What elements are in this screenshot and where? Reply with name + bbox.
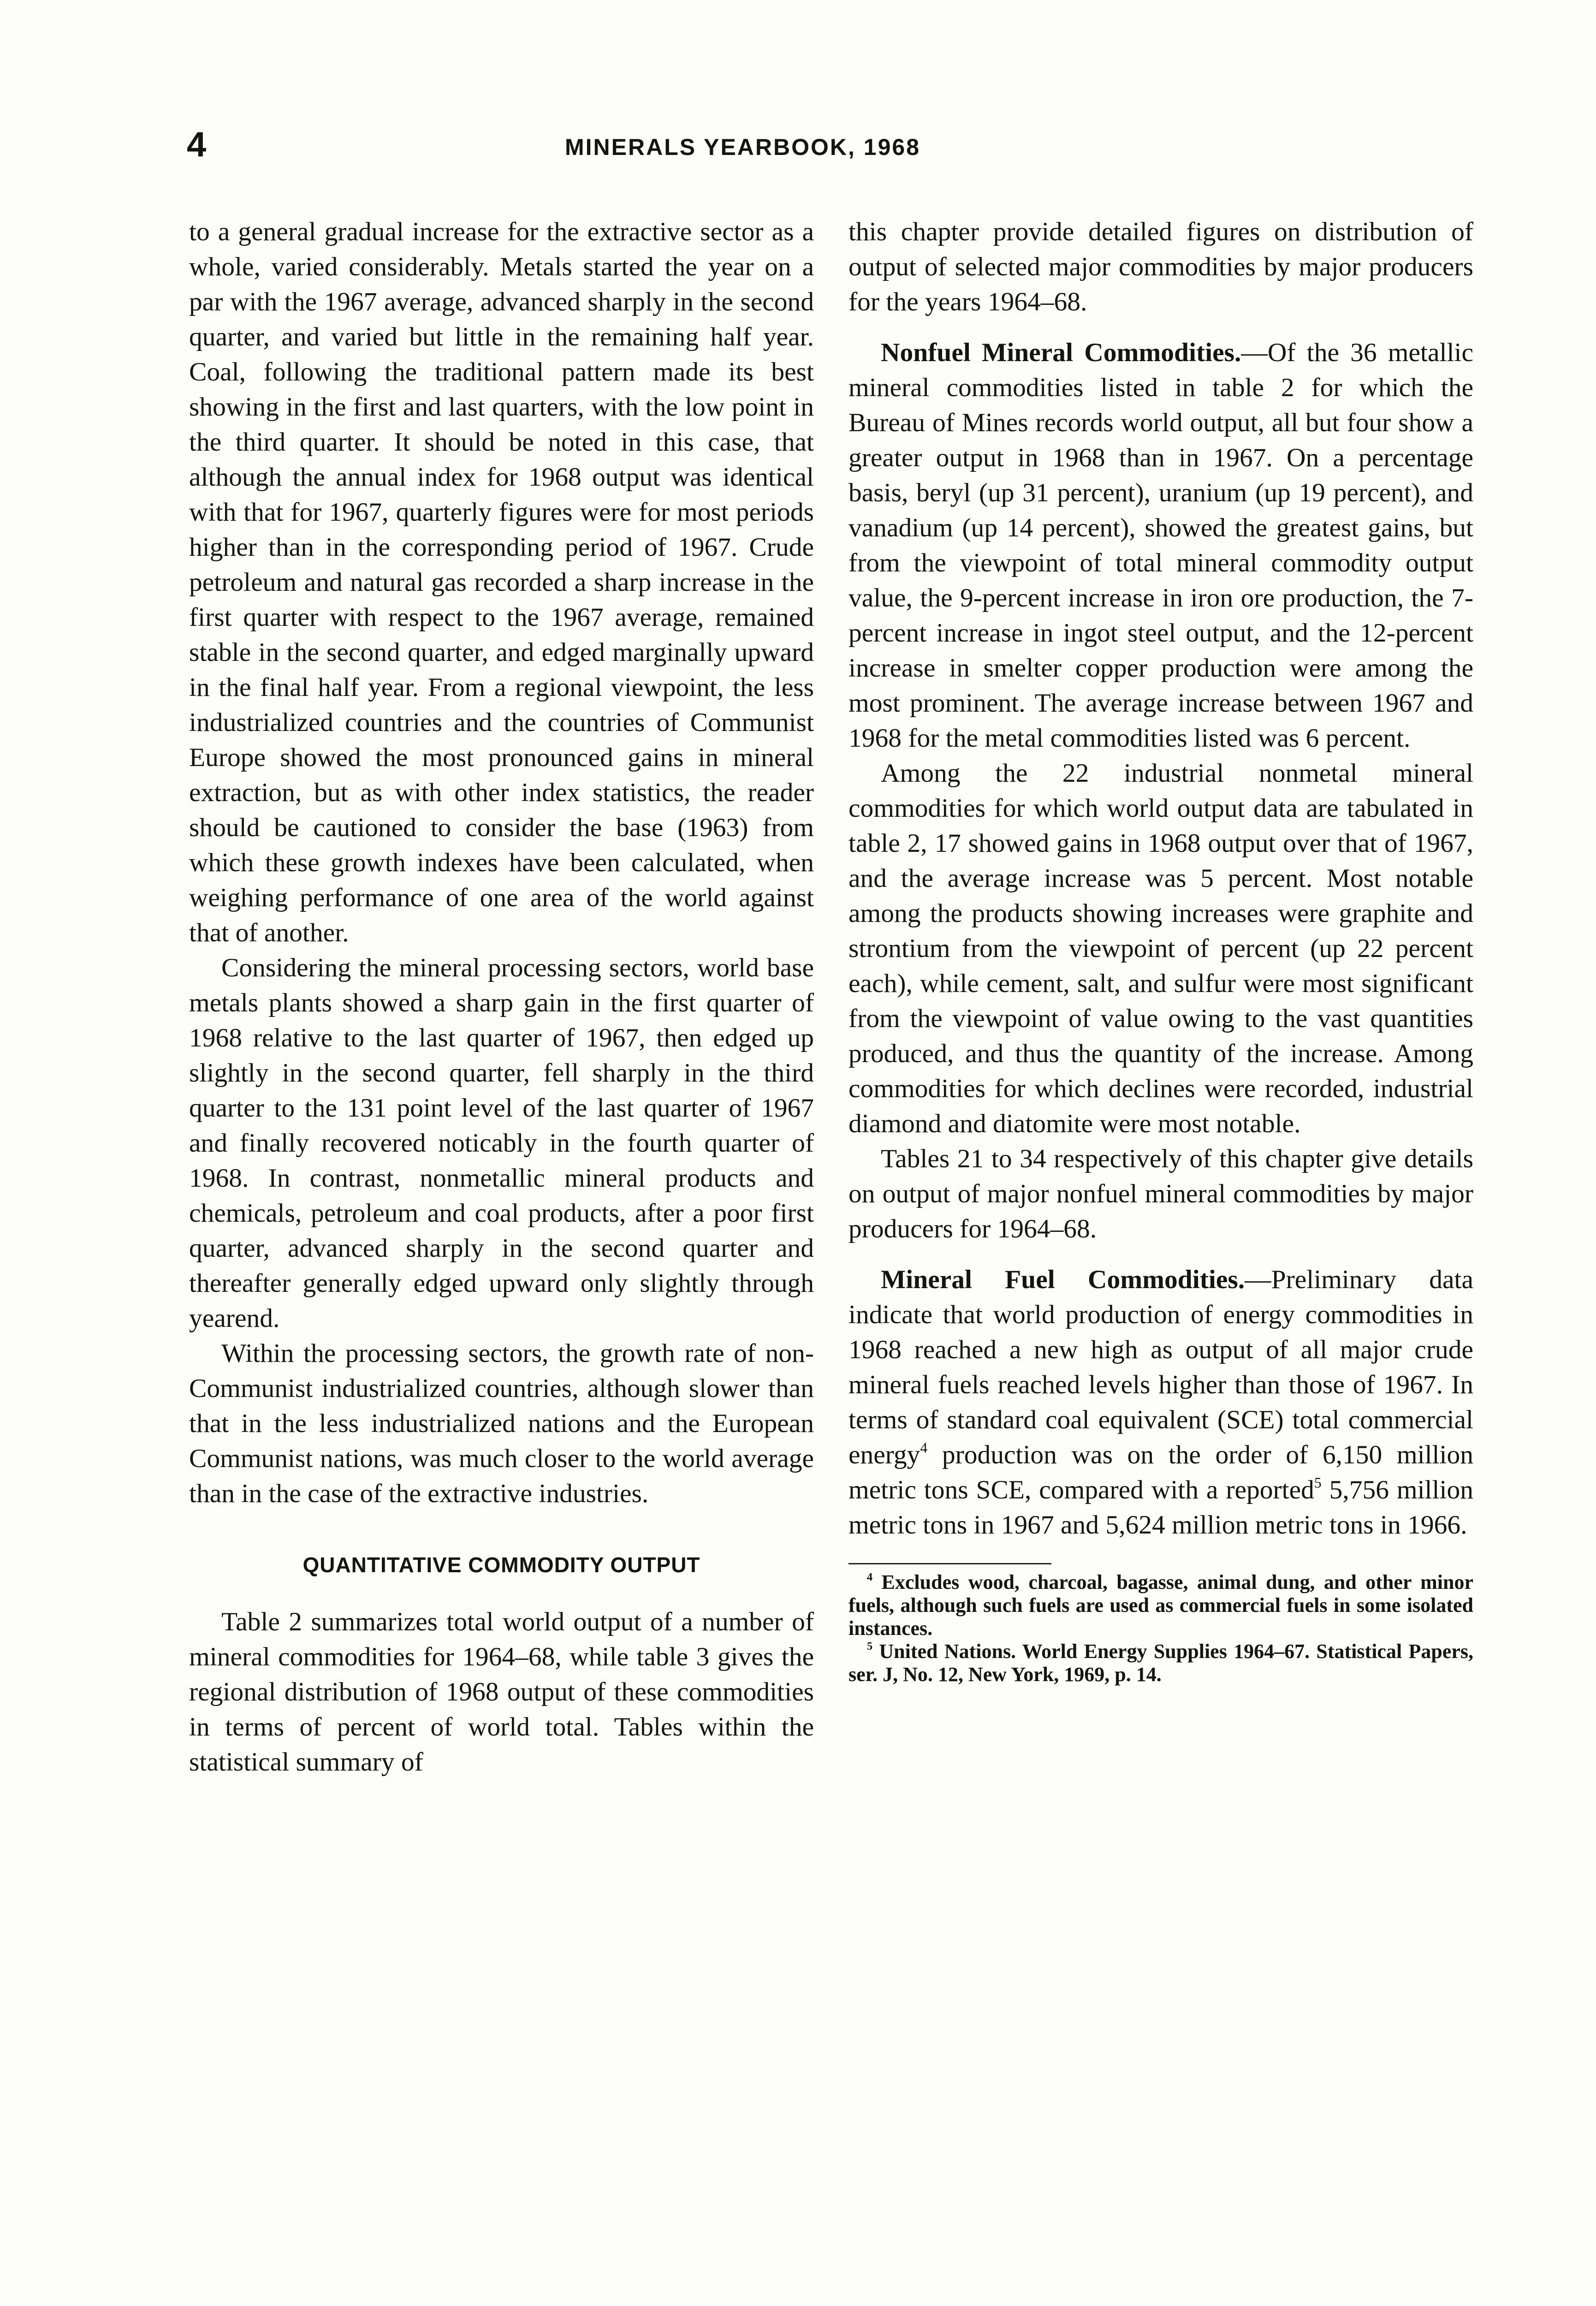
fuel-paragraph [848, 1262, 1473, 1543]
page-number: 4 [187, 125, 207, 164]
body-paragraph: this chapter provide detailed figures on distribution of output of selected major commodities by major producers for the years 1964–68. [848, 217, 1473, 316]
nonfuel-text: —Of the 36 metallic mineral commodities listed in table 2 for which the Bureau of Mines records world output, all but four show a greater output in 1968 than in 1967. On a percentage basis, beryl (up 31 percent), uranium (up 19 percent), and vanadium (up 14 percent), showed the greatest gains, but from the viewpoint of total mineral commodity output value, the 9-percent increase in iron ore production, the 7-percent increase in ingot steel output, and the 12-percent increase in smelter copper production were among the most prominent. The average increase between 1967 and 1968 for the metal commodities listed was 6 percent. [848, 338, 1473, 753]
section-heading: QUANTITATIVE COMMODITY OUTPUT [303, 1553, 700, 1577]
footnote-ref-5: 5 [1314, 1474, 1322, 1491]
footnote-ref-4: 4 [920, 1439, 928, 1456]
body-paragraph: to a general gradual increase for the extractive sector as a whole, varied considerably. Metals started the year on a par with the 1967 average, advanced sharply in the second quarter, and varied but little in the remaining half year. Coal, following the traditional pattern made its best showing in the first and last quarters, with the low point in the third quarter. It should be noted in this case, that although the annual index for 1968 output was identical with that for 1967, quarterly figures were for most periods higher than in the corresponding period of 1967. Crude petroleum and natural gas recorded a sharp increase in the first quarter with respect to the 1967 average, remained stable in the second quarter, and edged marginally upward in the final half year. From a regional viewpoint, the less industrialized countries and the countries of Communist Europe showed the most pronounced gains in mineral extraction, but as with other index statistics, the reader should be cautioned to consider the base (1963) from which these growth indexes have been calculated, when weighing performance of one area of the world against that of another. [189, 217, 814, 947]
footnote-marker: 4 [867, 1570, 873, 1583]
page-header [187, 115, 1409, 171]
fuel-text-3: 5,756 million metric tons in 1967 and 5,624 million metric tons in 1966. [848, 1475, 1473, 1539]
footnote-text: Excludes wood, charcoal, bagasse, animal dung, and other minor fuels, although such fuels are used as commercial fuels in some isolated instances. [848, 1571, 1473, 1640]
run-in-heading-nonfuel: Nonfuel Mineral Commodities. [881, 338, 1241, 367]
footnote-marker: 5 [867, 1640, 873, 1652]
left-column [189, 214, 814, 1780]
running-title: MINERALS YEARBOOK, 1968 [565, 134, 921, 160]
footnote-divider [848, 1563, 1051, 1564]
right-column [848, 214, 1473, 1686]
nonfuel-paragraph [848, 335, 1473, 756]
body-paragraph: Among the 22 industrial nonmetal mineral commodities for which world output data are tabulated in table 2, 17 showed gains in 1968 output over that of 1967, and the average increase was 5 percent. Most notable among the products showing increases were graphite and strontium from the viewpoint of percent (up 22 percent each), while cement, salt, and sulfur were most significant from the viewpoint of value owing to the vast quantities produced, and thus the quantity of the increase. Among commodities for which declines were recorded, industrial diamond and diatomite were most notable. [848, 759, 1473, 1138]
footnote-text: United Nations. World Energy Supplies 1964–67. Statistical Papers, ser. J, No. 12, New York, 1969, p. 14. [848, 1640, 1473, 1686]
fuel-text-1: —Preliminary data indicate that world production of energy commodities in 1968 reached a new high as output of all major crude mineral fuels reached levels higher than those of 1967. In terms of standard coal equivalent (SCE) total commercial energy [848, 1265, 1473, 1469]
body-paragraph: Table 2 summarizes total world output of a number of mineral commodities for 1964–68, while table 3 gives the regional distribution of 1968 output of these commodities in terms of percent of world total. Tables within the statistical summary of [189, 1607, 814, 1777]
body-paragraph: Considering the mineral processing sectors, world base metals plants showed a sharp gain in the first quarter of 1968 relative to the last quarter of 1967, then edged up slightly in the second quarter, fell sharply in the third quarter to the 131 point level of the last quarter of 1967 and finally recovered noticably in the fourth quarter of 1968. In contrast, nonmetallic mineral products and chemicals, petroleum and coal products, after a poor first quarter, advanced sharply in the second quarter and thereafter generally edged upward only slightly through yearend. [189, 953, 814, 1333]
footnote [848, 1640, 1473, 1686]
run-in-heading-fuel: Mineral Fuel Commodities. [881, 1265, 1245, 1294]
footnote [848, 1571, 1473, 1640]
body-paragraph: Within the processing sectors, the growth rate of non-Communist industrialized countries, although slower than that in the less industrialized nations and the European Communist nations, was much closer to the world average than in the case of the extractive industries. [189, 1339, 814, 1508]
body-paragraph: Tables 21 to 34 respectively of this chapter give details on output of major nonfuel mineral commodities by major producers for 1964–68. [848, 1144, 1473, 1243]
fuel-text-2: production was on the order of 6,150 million metric tons SCE, compared with a reported [848, 1440, 1473, 1504]
